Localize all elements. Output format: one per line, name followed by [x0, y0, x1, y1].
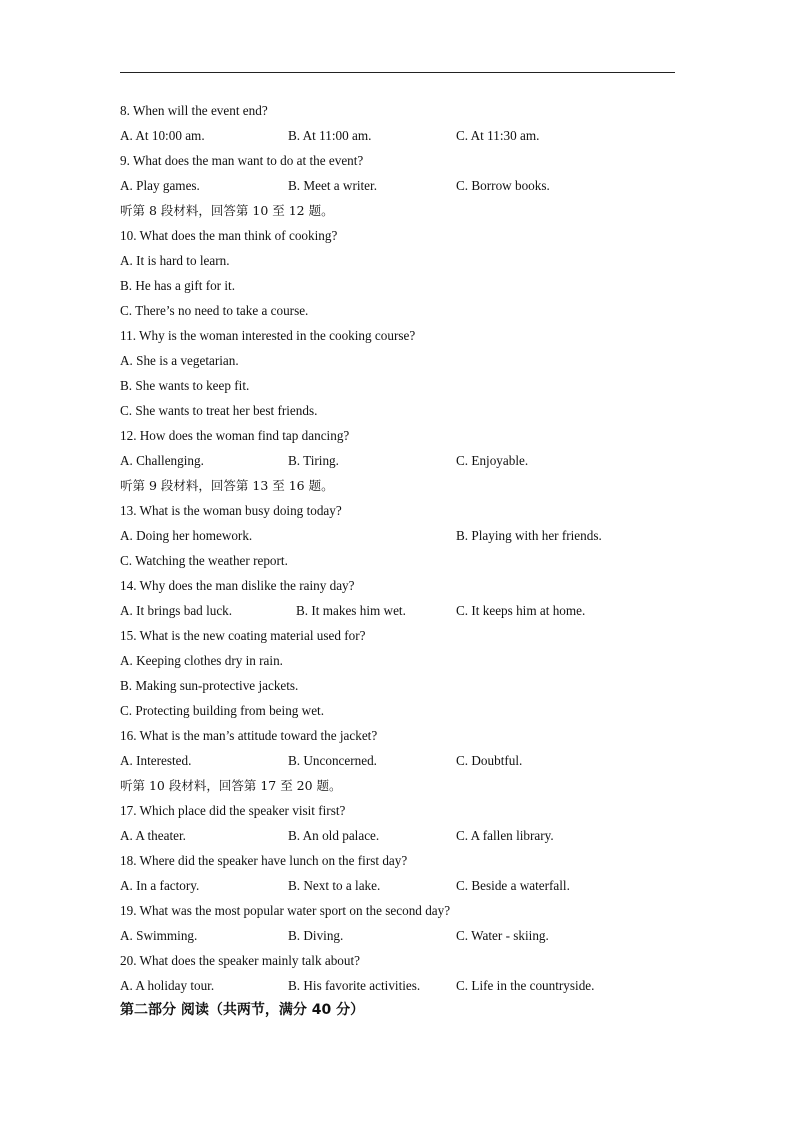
options-19: [120, 923, 680, 948]
question-text: 11. Why is the woman interested in the cooking course?: [120, 328, 416, 343]
option-c: C. Life in the countryside.: [456, 978, 595, 993]
option-a: A. Interested.: [120, 753, 192, 768]
question-20: [120, 948, 680, 973]
options-18: [120, 873, 680, 898]
option-a: A. It is hard to learn.: [120, 253, 230, 268]
option-c: C. There’s no need to take a course.: [120, 303, 309, 318]
option-b: B. He has a gift for it.: [120, 278, 235, 293]
question-text: 13. What is the woman busy doing today?: [120, 503, 342, 518]
question-9: [120, 148, 680, 173]
header-rule: [120, 72, 675, 73]
option-b: B. Tiring.: [288, 453, 339, 468]
option-a: A. In a factory.: [120, 878, 200, 893]
question-18: [120, 848, 680, 873]
question-11: [120, 323, 680, 348]
option-c: C. Borrow books.: [456, 178, 550, 193]
option-a: A. Swimming.: [120, 928, 198, 943]
option-b: B. Making sun-protective jackets.: [120, 678, 299, 693]
options-9: [120, 173, 680, 198]
question-text: 18. Where did the speaker have lunch on the first day?: [120, 853, 408, 868]
option-a: A. Play games.: [120, 178, 200, 193]
question-13: [120, 498, 680, 523]
option-c: C. Watching the weather report.: [120, 553, 288, 568]
option-c: C. A fallen library.: [456, 828, 554, 843]
option-a: A. She is a vegetarian.: [120, 353, 239, 368]
option-a: A. It brings bad luck.: [120, 603, 233, 618]
option-c: C. Beside a waterfall.: [456, 878, 570, 893]
question-text: 17. Which place did the speaker visit first?: [120, 803, 346, 818]
question-text: 14. Why does the man dislike the rainy day?: [120, 578, 355, 593]
option-b: B. She wants to keep fit.: [120, 378, 250, 393]
section-heading: 第二部分 阅读（共两节，满分 40 分）: [120, 1002, 365, 1018]
options-16: [120, 748, 680, 773]
question-16: [120, 723, 680, 748]
option-a: A. Keeping clothes dry in rain.: [120, 653, 283, 668]
options-14: [120, 598, 680, 623]
option-c: C. Doubtful.: [456, 753, 523, 768]
option-a: A. A theater.: [120, 828, 186, 843]
option-b: B. His favorite activities.: [288, 978, 421, 993]
question-15: [120, 623, 680, 648]
option-b: B. Diving.: [288, 928, 344, 943]
options-13: [120, 523, 680, 548]
option-b: B. Next to a lake.: [288, 878, 381, 893]
question-19: [120, 898, 680, 923]
question-text: 19. What was the most popular water sport on the second day?: [120, 903, 451, 918]
question-12: [120, 423, 680, 448]
options-12: [120, 448, 680, 473]
option-c: C. Water - skiing.: [456, 928, 549, 943]
option-c: C. At 11:30 am.: [456, 128, 540, 143]
option-c: C. Enjoyable.: [456, 453, 529, 468]
option-b: B. At 11:00 am.: [288, 128, 372, 143]
question-14: [120, 573, 680, 598]
option-c: C. She wants to treat her best friends.: [120, 403, 318, 418]
option-a: A. At 10:00 am.: [120, 128, 205, 143]
instruction-passage-9: 听第 9 段材料，回答第 13 至 16 题。: [120, 478, 334, 493]
option-b: B. It makes him wet.: [296, 603, 406, 618]
question-text: 15. What is the new coating material used for?: [120, 628, 366, 643]
question-text: 12. How does the woman find tap dancing?: [120, 428, 350, 443]
option-c: C. It keeps him at home.: [456, 603, 586, 618]
question-text: 16. What is the man’s attitude toward the jacket?: [120, 728, 378, 743]
options-8: [120, 123, 680, 148]
option-b: B. Playing with her friends.: [456, 528, 602, 543]
option-b: B. Meet a writer.: [288, 178, 377, 193]
option-a: A. A holiday tour.: [120, 978, 215, 993]
question-10: [120, 223, 680, 248]
options-17: [120, 823, 680, 848]
question-8: [120, 98, 680, 123]
instruction-passage-8: 听第 8 段材料，回答第 10 至 12 题。: [120, 203, 334, 218]
option-a: A. Doing her homework.: [120, 528, 253, 543]
document-body: [120, 98, 680, 1023]
question-text: 20. What does the speaker mainly talk about?: [120, 953, 360, 968]
question-text: 8. When will the event end?: [120, 103, 268, 118]
options-20: [120, 973, 680, 998]
question-17: [120, 798, 680, 823]
option-a: A. Challenging.: [120, 453, 204, 468]
instruction-passage-10: 听第 10 段材料，回答第 17 至 20 题。: [120, 778, 342, 793]
option-b: B. Unconcerned.: [288, 753, 377, 768]
question-text: 10. What does the man think of cooking?: [120, 228, 338, 243]
option-b: B. An old palace.: [288, 828, 380, 843]
option-c: C. Protecting building from being wet.: [120, 703, 325, 718]
question-text: 9. What does the man want to do at the event?: [120, 153, 364, 168]
